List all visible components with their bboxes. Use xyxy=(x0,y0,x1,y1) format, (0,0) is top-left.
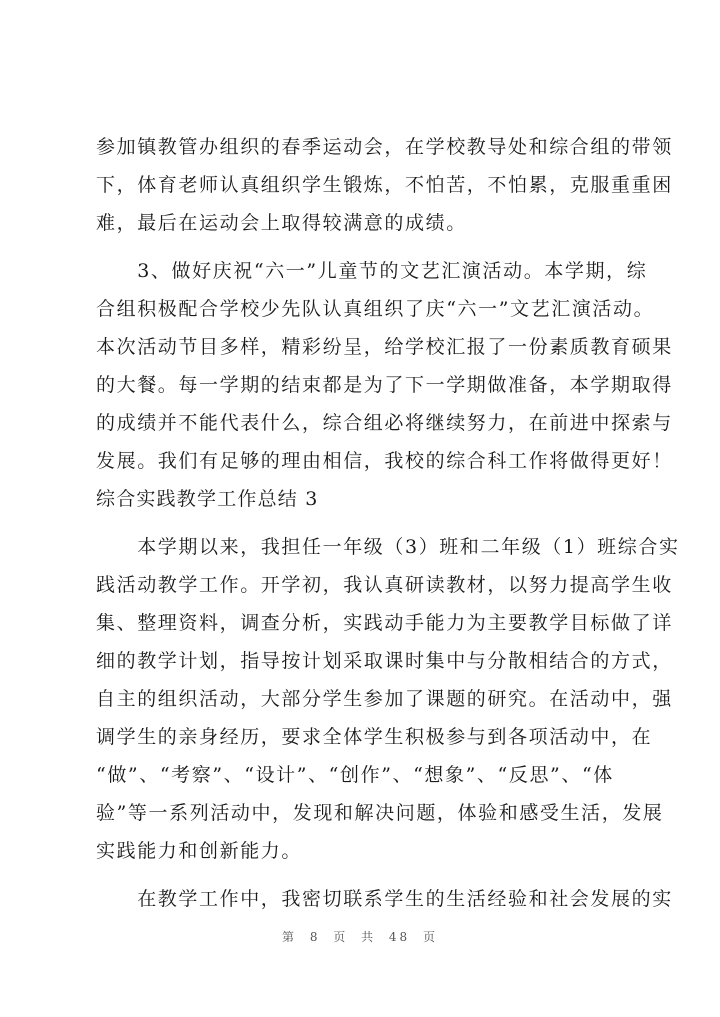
text-line: 实践能力和创新能力。 xyxy=(96,840,303,862)
text-line: 合组积极配合学校少先队认真组织了庆“六一”文艺汇演活动。 xyxy=(96,298,655,320)
text-line: 的成绩并不能代表什么，综合组必将继续努力，在前进中探索与 xyxy=(96,412,673,434)
text-line: 自主的组织活动，大部分学生参加了课题的研究。在活动中，强 xyxy=(96,688,673,710)
paragraph-gap xyxy=(96,242,636,252)
text-line: 调学生的亲身经历，要求全体学生积极参与到各项活动中，在 xyxy=(96,726,653,748)
paragraph-gap xyxy=(96,518,636,528)
text-line: 发展。我们有足够的理由相信，我校的综合科工作将做得更好！ xyxy=(96,450,673,472)
text-line: 践活动教学工作。开学初，我认真研读教材，以努力提高学生收 xyxy=(96,574,673,596)
text-line: 本次活动节目多样，精彩纷呈，给学校汇报了一份素质教育硕果 xyxy=(96,336,673,358)
text-line: 集、整理资料，调查分析，实践动手能力为主要教学目标做了详 xyxy=(96,612,673,634)
text-line: “做”、“考察”、“设计”、“创作”、“想象”、“反思”、“体 xyxy=(96,764,614,786)
text-line: 本学期以来，我担任一年级（3）班和二年级（1）班综合实 xyxy=(96,536,680,558)
text-line: 细的教学计划，指导按计划采取课时集中与分散相结合的方式， xyxy=(96,650,673,672)
document-body xyxy=(96,128,680,918)
text-line: 参加镇教管办组织的春季运动会，在学校教导处和综合组的带领 xyxy=(96,136,673,158)
text-line: 3、做好庆祝“六一”儿童节的文艺汇演活动。本学期，综 xyxy=(96,260,648,282)
section-heading: 综合实践教学工作总结 3 xyxy=(96,488,319,510)
paragraph-gap xyxy=(96,870,636,880)
text-line: 验”等一系列活动中，发现和解决问题，体验和感受生活，发展 xyxy=(96,802,664,824)
text-line: 的大餐。每一学期的结束都是为了下一学期做准备，本学期取得 xyxy=(96,374,673,396)
text-line: 难，最后在运动会上取得较满意的成绩。 xyxy=(96,212,467,234)
text-line: 下，体育老师认真组织学生锻炼，不怕苦，不怕累，克服重重困 xyxy=(96,174,673,196)
page-number-footer: 第 8 页 共 48 页 xyxy=(282,930,438,944)
text-line: 在教学工作中，我密切联系学生的生活经验和社会发展的实 xyxy=(96,888,673,910)
